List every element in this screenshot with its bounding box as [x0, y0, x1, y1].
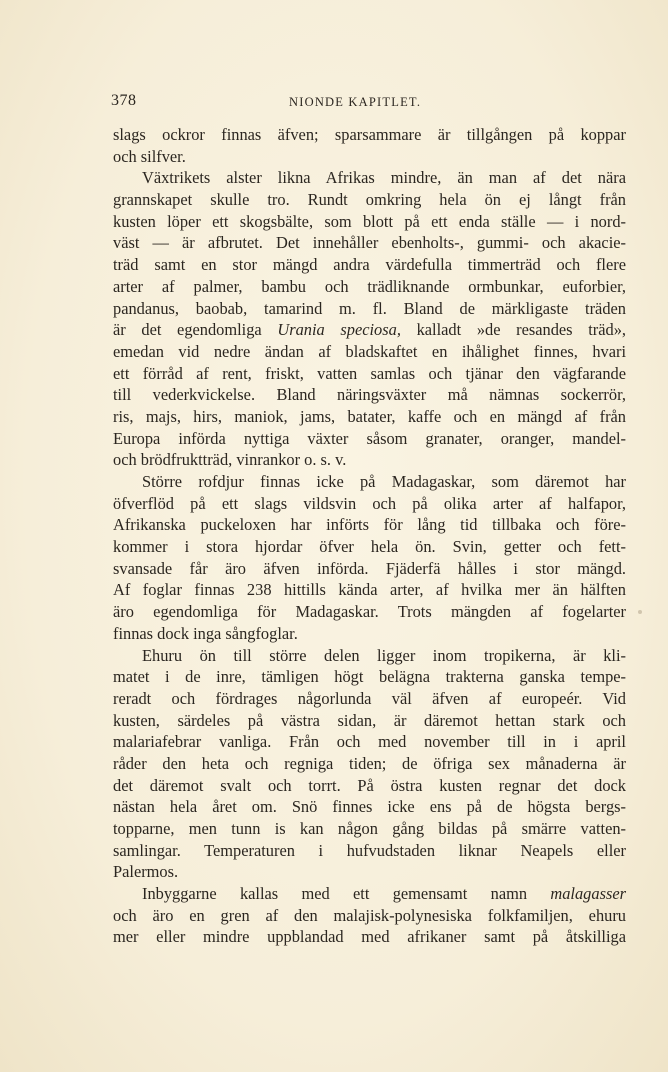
species-name: Urania speciosa, [277, 320, 401, 340]
text-line: pandanus, baobab, tamarind m. fl. Bland de märkligaste träden [113, 298, 626, 318]
text-line: ett förråd af rent, friskt, vatten samlas och tjänar den vägfarande [113, 363, 626, 383]
text-line: Ehuru ön till större delen ligger inom tropikerna, är kli- [142, 645, 626, 665]
text-line: slags ockror finnas äfven; sparsammare är tillgången på koppar [113, 125, 626, 144]
text-line: reradt och fördrages någorlunda väl äfven af europeér. Vid [113, 688, 626, 708]
text-line: råder den heta och regniga tiden; de öfriga sex månaderna är [113, 753, 626, 773]
text-line: grannskapet skulle tro. Rundt omkring hela ön ej långt från [113, 190, 626, 210]
text-line: till vederkvickelse. Bland näringsväxter må nämnas sockerrör, [113, 385, 626, 405]
text-line: väst — är afbrutet. Det innehåller ebenholts-, gummi- och akacie- [113, 233, 626, 253]
text-line: kusten, särdeles på västra sidan, är däremot hettan stark och [113, 710, 626, 730]
text-line [113, 883, 626, 905]
text-line: ris, majs, hirs, maniok, jams, batater, kaffe och en mängd af från [113, 406, 626, 426]
text-line: Växtrikets alster likna Afrikas mindre, än man af det nära [142, 168, 626, 188]
page-number: 378 [111, 92, 137, 109]
text-line: kusten löper ett skogsbälte, som blott på ett enda ställe — i nord- [113, 211, 626, 231]
text-line: nästan hela året om. Snö finnes icke ens på de högsta bergs- [113, 797, 626, 817]
text-line: Afrikanska puckeloxen har införts för lång tid tillbaka och före- [113, 515, 626, 535]
text-line: Europa införda nyttiga växter såsom granater, oranger, mandel- [113, 428, 626, 448]
text-line: och brödfruktträd, vinrankor o. s. v. [113, 450, 347, 470]
text-line: matet i de inre, tämligen högt belägna trakterna ganska tempe- [113, 667, 626, 687]
text-segment: är det egendomliga [113, 320, 262, 340]
text-line: finnas dock inga sångfoglar. [113, 623, 298, 643]
text-line: topparne, men tunn is kan någon gång bildas på smärre vatten- [113, 819, 626, 838]
text-line: emedan vid nedre ändan af bladskaftet en ihålighet finnes, hvari [113, 341, 626, 361]
text-line: arter af palmer, bambu och trädliknande ormbunkar, euforbier, [113, 276, 626, 296]
people-name: malagasser [550, 884, 626, 904]
text-line: träd samt en stor mängd andra värdefulla timmerträd och flere [113, 255, 626, 275]
text-line: Af foglar finnas 238 hittills kända arter, af hvilka mer än hälften [113, 580, 626, 600]
text-line: Palermos. [113, 862, 179, 882]
text-line: Större rofdjur finnas icke på Madagaskar, som däremot har [142, 472, 626, 491]
running-head: NIONDE KAPITLET. [289, 95, 422, 109]
text-line: svansade får äro äfven införda. Fjäderfä hålles i stor mängd. [113, 558, 626, 578]
paper-mark [638, 610, 642, 614]
page-header [111, 92, 629, 116]
text-line: mer eller mindre uppblandad med afrikaner samt på åtskilliga [113, 927, 626, 947]
text-line: samlingar. Temperaturen i hufvudstaden liknar Neapels eller [113, 840, 626, 860]
text-line: det däremot svalt och torrt. På östra kusten regnar det dock [113, 775, 626, 795]
text-segment: Inbyggarne kallas med ett gemensamt namn [142, 884, 528, 904]
text-segment: kalladt »de resandes träd», [416, 320, 626, 340]
text-line: kommer i stora hjordar öfver hela ön. Svin, getter och fett- [113, 537, 626, 557]
text-line: och äro en gren af den malajisk-polynesiska folkfamiljen, ehuru [113, 905, 626, 925]
text-line: äro egendomliga för Madagaskar. Trots mängden af fogelarter [113, 602, 626, 622]
body-text [113, 124, 626, 948]
text-line [113, 319, 626, 341]
text-line: öfverflöd på ett slags vildsvin och på olika arter af halfapor, [113, 493, 626, 513]
text-line: och silfver. [113, 146, 186, 166]
text-line: malariafebrar vanliga. Från och med november till in i april [113, 732, 626, 752]
